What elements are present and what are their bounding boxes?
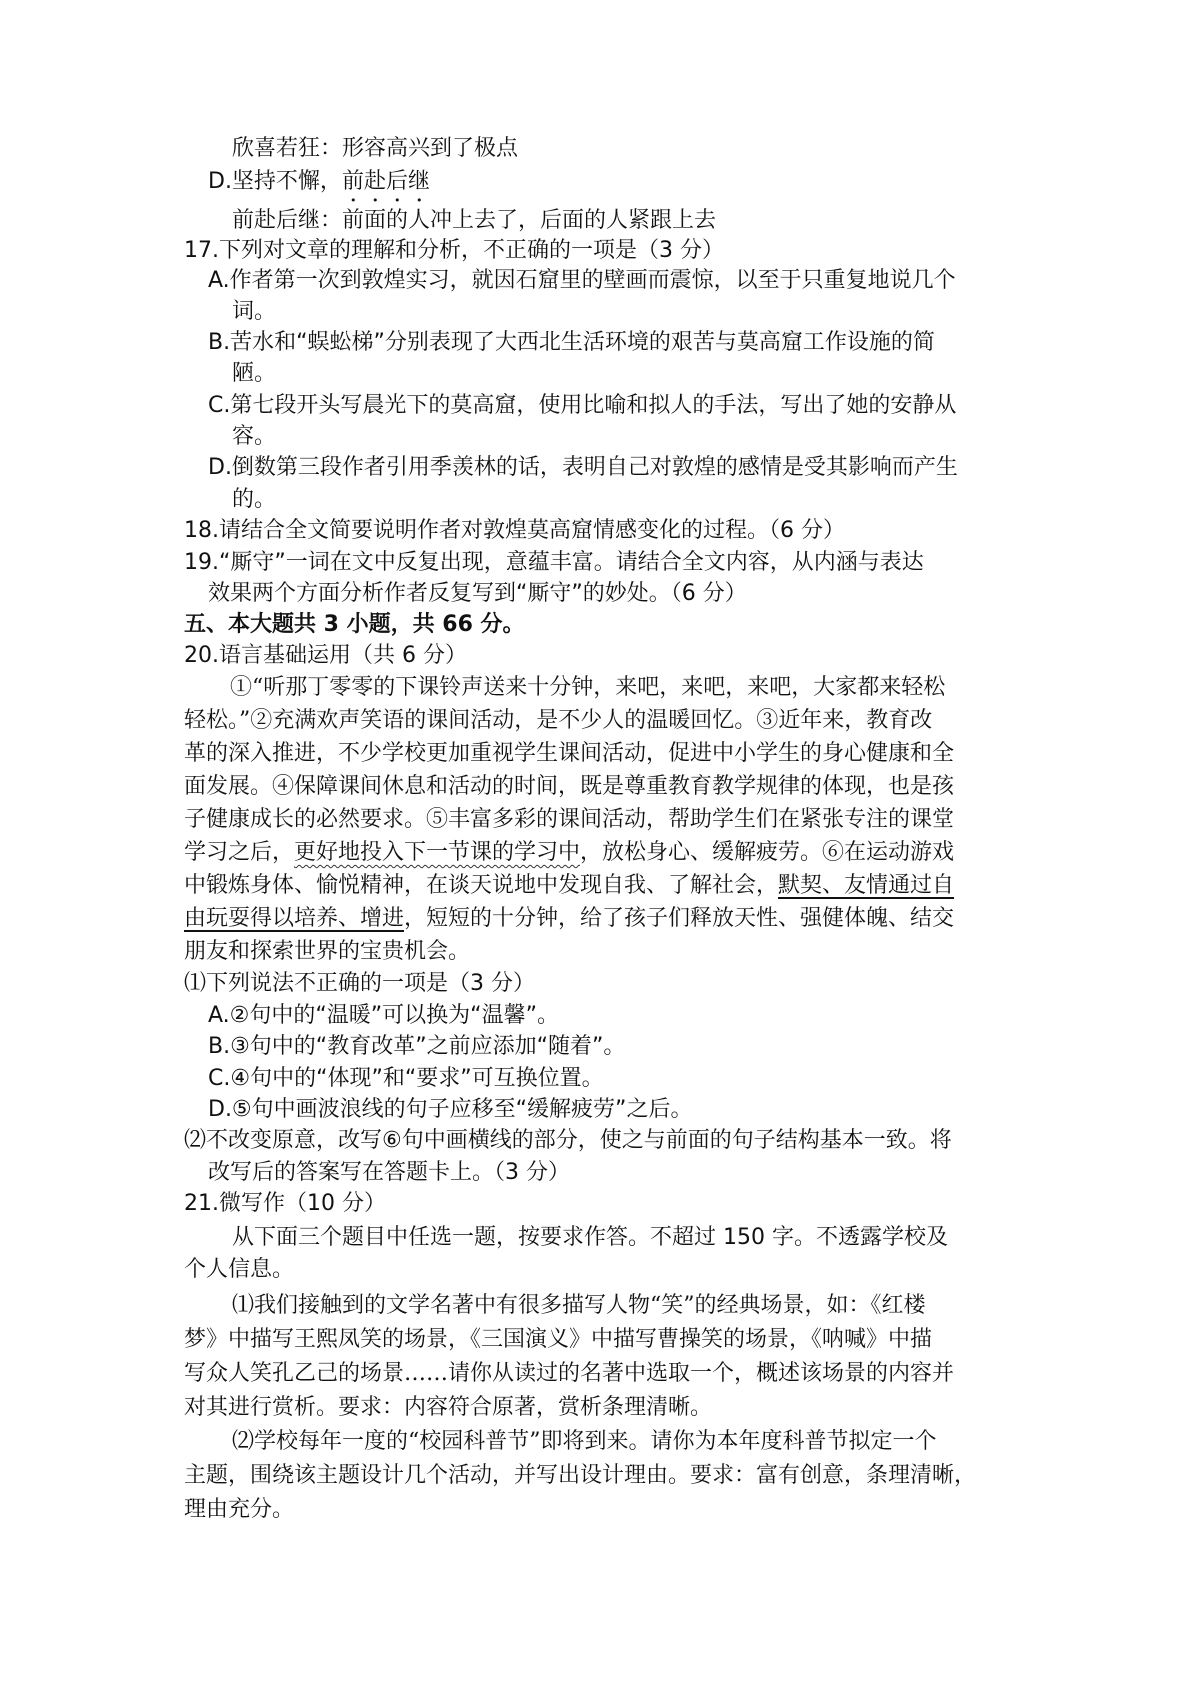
q21-intro: 从下面三个题目中任选一题，按要求作答。不超过 150 字。不透露学校及 xyxy=(232,1225,948,1250)
q21-title: 21.微写作（10 分） xyxy=(184,1191,386,1216)
q20-passage-line xyxy=(184,870,954,902)
q20-option-d: D.⑤句中画波浪线的句子应移至“缓解疲劳”之后。 xyxy=(208,1097,693,1122)
q20-option-c: C.④句中的“体现”和“要求”可互换位置。 xyxy=(208,1066,604,1091)
q16-d-label: D.坚持不懈， xyxy=(208,169,342,194)
passage-text: 学习之后， xyxy=(184,840,295,865)
q20-title: 20.语言基础运用（共 6 分） xyxy=(184,643,467,668)
q16-c-gloss: 欣喜若狂：形容高兴到了极点 xyxy=(232,136,519,161)
passage-text: 中锻炼身体、愉悦精神，在谈天说地中发现自我、了解社会， xyxy=(184,873,779,898)
q21-intro-cont: 个人信息。 xyxy=(184,1257,295,1282)
wavy-underlined-sentence: 更好地投入下一节课的学习中 xyxy=(294,840,581,865)
q20-passage-line: 轻松。”②充满欢声笑语的课间活动，是不少人的温暖回忆。③近年来，教育改 xyxy=(184,708,933,733)
q20-passage-line: ①“听那丁零零的下课铃声送来十分钟，来吧，来吧，来吧，大家都来轻松 xyxy=(230,675,946,700)
q21-topic2-line: ⑵学校每年一度的“校园科普节”即将到来。请你为本年度科普节拟定一个 xyxy=(232,1429,937,1454)
q21-topic1-line: 写众人笑孔乙己的场景……请你从读过的名著中选取一个，概述该场景的内容并 xyxy=(184,1361,955,1386)
q17-option-a-cont: 词。 xyxy=(232,299,277,324)
q20-sub2-stem: ⑵不改变原意，改写⑥句中画横线的部分，使之与前面的句子结构基本一致。将 xyxy=(184,1128,952,1153)
q20-passage-line: 革的深入推进，不少学校更加重视学生课间活动，促进中小学生的身心健康和全 xyxy=(184,741,955,766)
q20-sub2-stem-cont: 改写后的答案写在答题卡上。（3 分） xyxy=(208,1160,570,1185)
q21-topic2-line: 主题，围绕该主题设计几个活动，并写出设计理由。要求：富有创意，条理清晰， xyxy=(184,1463,977,1488)
passage-text: ，短短的十分钟，给了孩子们释放天性、强健体魄、结交 xyxy=(404,906,955,931)
q17-option-d: D.倒数第三段作者引用季羡林的话，表明自己对敦煌的感情是受其影响而产生 xyxy=(208,455,958,480)
q16-d-emphasized-word: 前赴后继 xyxy=(341,169,430,194)
q17-option-a: A.作者第一次到敦煌实习，就因石窟里的壁画而震惊，以至于只重复地说几个 xyxy=(208,268,956,293)
q17-stem: 17.下列对文章的理解和分析，不正确的一项是（3 分） xyxy=(184,238,724,263)
q17-option-b: B.苦水和“蜈蚣梯”分别表现了大西北生活环境的艰苦与莫高窟工作设施的简 xyxy=(208,330,935,355)
q19-stem: 19.“厮守”一词在文中反复出现，意蕴丰富。请结合全文内容，从内涵与表达 xyxy=(184,550,924,575)
underlined-phrase: 由玩耍得以培养、增进 xyxy=(184,906,405,931)
passage-text: ，放松身心、缓解疲劳。⑥在运动游戏 xyxy=(580,840,955,865)
q21-topic1-line: ⑴我们接触到的文学名著中有很多描写人物“笑”的经典场景，如：《红楼 xyxy=(232,1293,926,1318)
q20-passage-line xyxy=(184,903,954,935)
q20-option-a: A.②句中的“温暖”可以换为“温馨”。 xyxy=(208,1003,559,1028)
q21-topic1-line: 梦》中描写王熙凤笑的场景，《三国演义》中描写曹操笑的场景，《呐喊》中描 xyxy=(184,1327,933,1352)
q20-passage-line xyxy=(184,837,954,869)
q17-option-d-cont: 的。 xyxy=(232,487,277,512)
q17-option-c-cont: 容。 xyxy=(232,424,277,449)
q20-option-b: B.③句中的“教育改革”之前应添加“随着”。 xyxy=(208,1034,626,1059)
q20-passage-line: 朋友和探索世界的宝贵机会。 xyxy=(184,939,471,964)
underlined-phrase: 默契、友情通过自 xyxy=(778,873,955,898)
q18-stem: 18.请结合全文简要说明作者对敦煌莫高窟情感变化的过程。（6 分） xyxy=(184,518,845,543)
q20-sub1-stem: ⑴下列说法不正确的一项是（3 分） xyxy=(184,971,535,996)
q16-d-gloss: 前赴后继：前面的人冲上去了，后面的人紧跟上去 xyxy=(232,208,717,233)
q20-passage-line: 子健康成长的必然要求。⑤丰富多彩的课间活动，帮助学生们在紧张专注的课堂 xyxy=(184,807,955,832)
section-heading: 五、本大题共 3 小题，共 66 分。 xyxy=(184,612,525,637)
q20-passage-line: 面发展。④保障课间休息和活动的时间，既是尊重教育教学规律的体现，也是孩 xyxy=(184,774,955,799)
q17-option-c: C.第七段开头写晨光下的莫高窟，使用比喻和拟人的手法，写出了她的安静从 xyxy=(208,393,957,418)
q17-option-b-cont: 陋。 xyxy=(232,361,277,386)
q21-topic2-line: 理由充分。 xyxy=(184,1497,295,1522)
q16-d-option xyxy=(208,166,430,207)
q21-topic1-line: 对其进行赏析。要求：内容符合原著，赏析条理清晰。 xyxy=(184,1395,713,1420)
q19-stem-cont: 效果两个方面分析作者反复写到“厮守”的妙处。（6 分） xyxy=(208,581,747,606)
